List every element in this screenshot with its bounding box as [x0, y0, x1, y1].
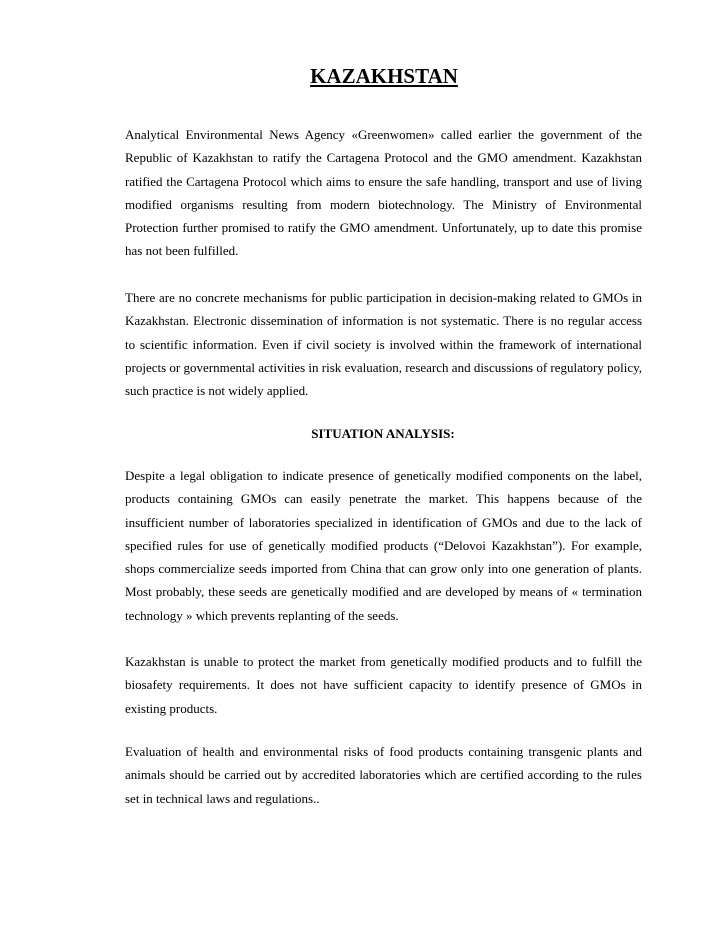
- paragraph-intro: Analytical Environmental News Agency «Greenwomen» called earlier the government of the Republic of Kazakhstan to ratify the Cartagena Protocol and the GMO amendment. Kazakhstan ratified the Cartagena Protocol which aims to ensure the safe handling, transport and use of living modified organisms resulting from modern biotechnology. The Ministry of Environmental Protection further promised to ratify the GMO amendment. Unfortunately, up to date this promise has not been fulfilled.: [125, 127, 642, 259]
- paragraph-public-participation: There are no concrete mechanisms for public participation in decision-making related to GMOs in Kazakhstan. Electronic dissemination of information is not systematic. There is no regular access to scientific information. Even if civil society is involved within the framework of international projects or governmental activities in risk evaluation, research and discussions of regulatory policy, such practice is not widely applied.: [125, 290, 642, 399]
- paragraph-labeling: Despite a legal obligation to indicate presence of genetically modified components on the label, products containing GMOs can easily penetrate the market. This happens because of the insufficient number of laboratories specialized in identification of GMOs and due to the lack of specified rules for use of genetically modified products (“Delovoi Kazakhstan”). For example, shops commercialize seeds imported from China that can grow only into one generation of plants. Most probably, these seeds are genetically modified and are developed by means of « termination technology » which prevents replanting of the seeds.: [125, 468, 642, 623]
- paragraph-risk-evaluation: Evaluation of health and environmental risks of food products containing transgenic plants and animals should be carried out by accredited laboratories which are certified according to the rules set in technical laws and regulations..: [125, 744, 642, 806]
- paragraph-market-protection: Kazakhstan is unable to protect the market from genetically modified products and to fulfill the biosafety requirements. It does not have sufficient capacity to identify presence of GMOs in existing products.: [125, 654, 642, 716]
- page-title: KAZAKHSTAN: [310, 64, 458, 88]
- section-heading: SITUATION ANALYSIS:: [311, 426, 455, 441]
